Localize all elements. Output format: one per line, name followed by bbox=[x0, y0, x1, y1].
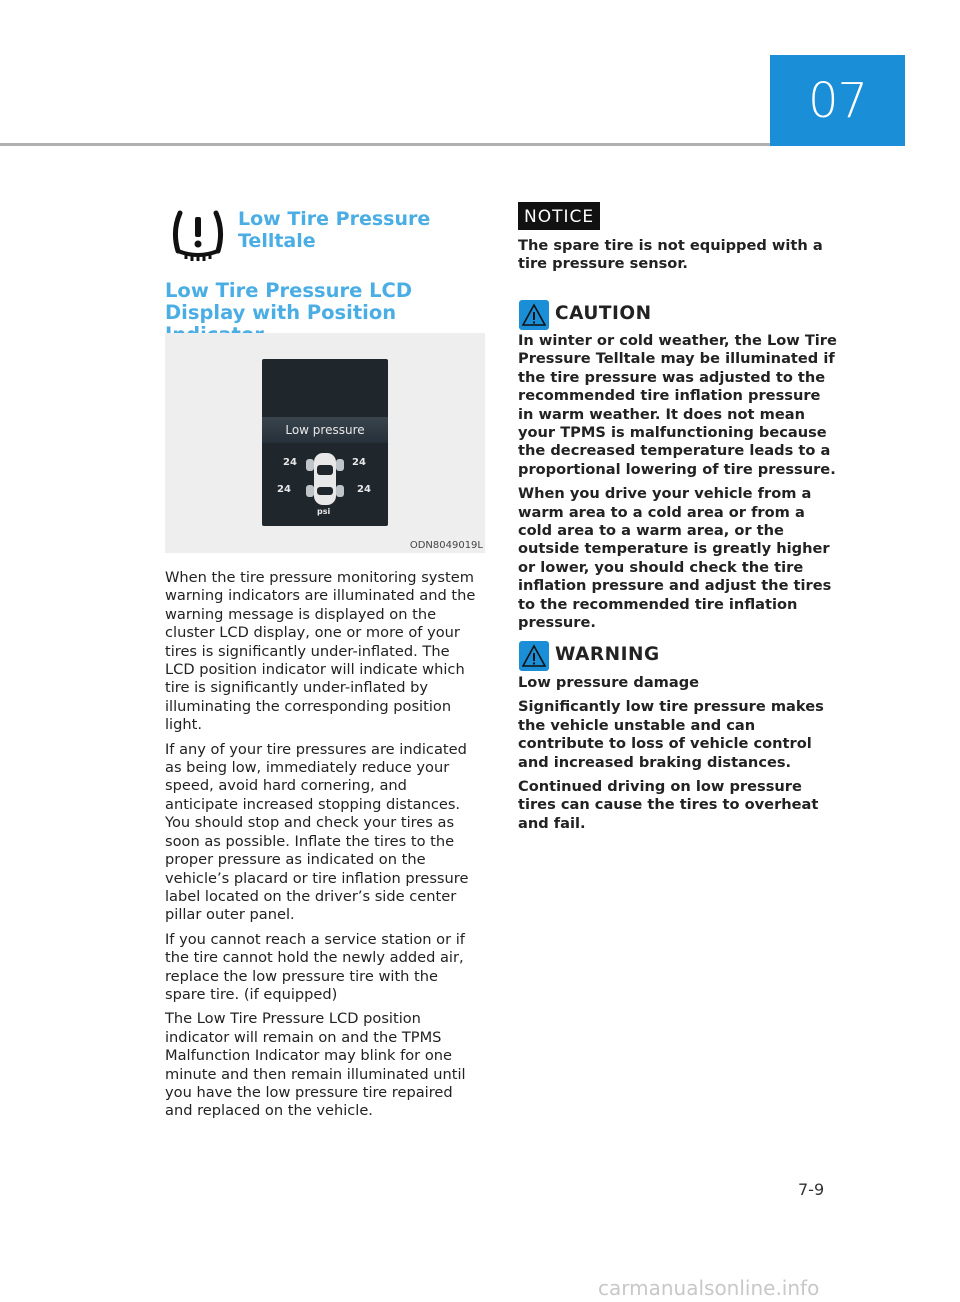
warning-text bbox=[518, 674, 838, 839]
telltale-heading bbox=[165, 205, 485, 265]
warning-label: WARNING bbox=[555, 644, 660, 665]
warning-paragraph: Low pressure damage bbox=[518, 674, 700, 691]
section-title: Low Tire Pressure LCD Display with Position bbox=[165, 279, 413, 324]
lcd-figure bbox=[165, 333, 485, 553]
caution-triangle-icon bbox=[522, 303, 546, 327]
caution-heading bbox=[518, 300, 838, 330]
warning-paragraph: Significantly low tire pressure makes the vehicle unstable and can contribute to loss of vehicle control and increased braking distances. bbox=[518, 698, 824, 771]
car-top-view-icon bbox=[303, 451, 347, 507]
front-right-pressure: 24 bbox=[352, 457, 366, 468]
rear-right-pressure: 24 bbox=[357, 484, 371, 495]
page-number: 7-9 bbox=[798, 1180, 825, 1199]
caution-text bbox=[518, 332, 838, 639]
warning-paragraph: Continued driving on low pressure tires can cause the tires to overheat and fail. bbox=[518, 778, 819, 832]
chapter-tab: 07 bbox=[770, 55, 905, 146]
body-paragraph: When the tire pressure monitoring system warning indicators are illuminated and the warning message is displayed on the cluster LCD display, one or more of your tires is significantly under-inflated. The LCD position indicator will indicate which tire is significantly under-inflated by illuminating the corresponding position light. bbox=[165, 569, 476, 734]
watermark: carmanualsonline.info bbox=[598, 1276, 820, 1300]
pressure-unit: psi bbox=[317, 507, 331, 516]
caution-label: CAUTION bbox=[555, 303, 652, 324]
body-paragraph: If any of your tire pressures are indicated as being low, immediately reduce your speed, avoid hard cornering, and anticipate increased stopping distances. You should stop and check your tires as soon as possible. Inflate the tires to the proper pressure as indicated on the vehicle’s placard or tire inflation pressure label located on the driver’s side center pillar outer panel. bbox=[165, 740, 469, 924]
notice-badge: NOTICE bbox=[518, 202, 600, 230]
body-paragraph: If you cannot reach a service station or if the tire cannot hold the newly added air, replace the low pressure tire with the spare tire. (if equipped) bbox=[165, 930, 465, 1003]
front-left-pressure: 24 bbox=[283, 457, 297, 468]
body-text bbox=[165, 569, 483, 1127]
notice-text: The spare tire is not equipped with a tire pressure sensor. bbox=[518, 237, 823, 273]
rear-left-pressure: 24 bbox=[277, 484, 291, 495]
lcd-title: Low pressure bbox=[262, 417, 388, 443]
caution-paragraph: When you drive your vehicle from a warm area to a cold area or from a cold area to a warm area, or the outside temperature is greatly higher or lower, you should check the tire inflation pressure and adjust the tires to the recommended tire inflation pressure. bbox=[518, 485, 832, 632]
caution-paragraph: In winter or cold weather, the Low Tire Pressure Telltale may be illuminated if the tire pressure was adjusted to the recommended tire inflation pressure in warm weather. It does not mean your TPMS is malfunctioning because the decreased temperature leads to a proportional lowering of tire pressure. bbox=[518, 332, 837, 478]
warning-heading bbox=[518, 641, 838, 671]
header-rule bbox=[0, 143, 770, 146]
tire-pressure-warning-icon bbox=[170, 207, 226, 263]
lcd-display bbox=[262, 359, 388, 526]
figure-code: ODN8049019L bbox=[409, 540, 483, 551]
telltale-title: Low Tire Pressure Telltale bbox=[238, 208, 431, 252]
body-paragraph: The Low Tire Pressure LCD position indicator will remain on and the TPMS Malfunction Indicator may blink for one minute and then remain illuminated until you have the low pressure tire repaired and replaced on the vehicle. bbox=[165, 1010, 466, 1120]
warning-triangle-icon bbox=[522, 644, 546, 668]
